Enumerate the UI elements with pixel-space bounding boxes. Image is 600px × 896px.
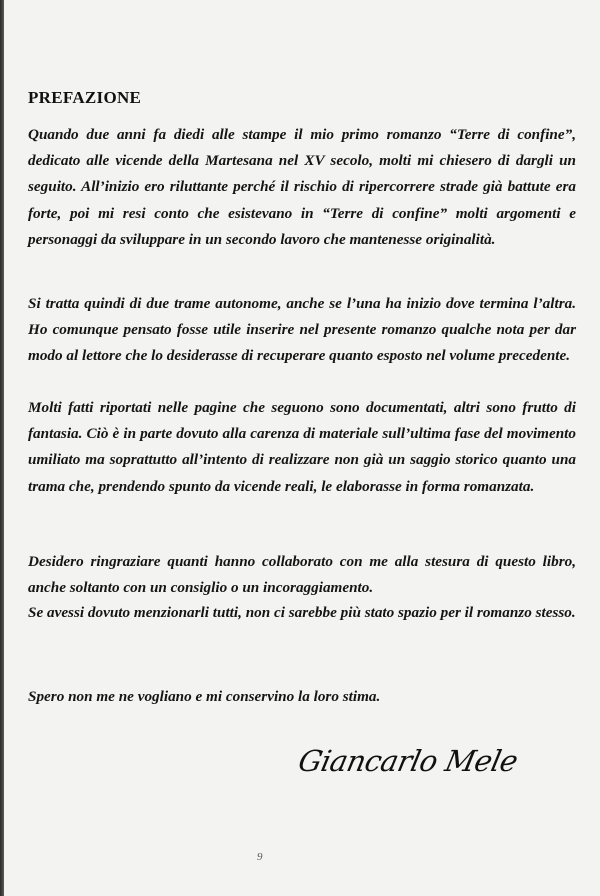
- paragraph-2: Si tratta quindi di due trame autonome, anche se l’una ha inizio dove termina l’altra. Ho comunque pensato fosse utile inserire nel presente romanzo qualche nota per dar modo al lettore che lo desiderasse di recuperare quanto esposto nel volume precedente.: [28, 295, 576, 365]
- page-heading: PREFAZIONE: [28, 88, 142, 107]
- paragraph-1: Quando due anni fa diedi alle stampe il mio primo romanzo “Terre di confine”, dedicato alle vicende della Martesana nel XV secolo, molti mi chiesero di dargli un seguito. All’inizio ero riluttante perché il rischio di ripercorrere strade già battute era forte, poi mi resi conto che esistevano in “Terre di confine” molti argomenti e personaggi da sviluppare in un secondo lavoro che mantenesse originalità.: [28, 126, 576, 248]
- paragraph-3: Molti fatti riportati nelle pagine che seguono sono documentati, altri sono frutto di fantasia. Ciò è in parte dovuto alla carenza di materiale sull’ultima fase del movimento umiliato ma soprattutto all’intento di realizzare non già un saggio storico quanto una trama che, prendendo spunto da vicende reali, le elaborasse in forma romanzata.: [28, 399, 576, 495]
- paragraph-5: Se avessi dovuto menzionarli tutti, non ci sarebbe più stato spazio per il romanzo stesso.: [28, 604, 576, 621]
- paragraph-4: Desidero ringraziare quanti hanno collaborato con me alla stesura di questo libro, anche soltanto con un consiglio o un incoraggiamento.: [28, 553, 576, 597]
- paragraph-6: Spero non me ne vogliano e mi conservino la loro stima.: [28, 688, 381, 705]
- page-edge-shadow: [0, 0, 4, 896]
- author-signature: Giancarlo Mele: [295, 744, 521, 778]
- page-number: 9: [257, 851, 263, 863]
- book-page: [4, 0, 600, 896]
